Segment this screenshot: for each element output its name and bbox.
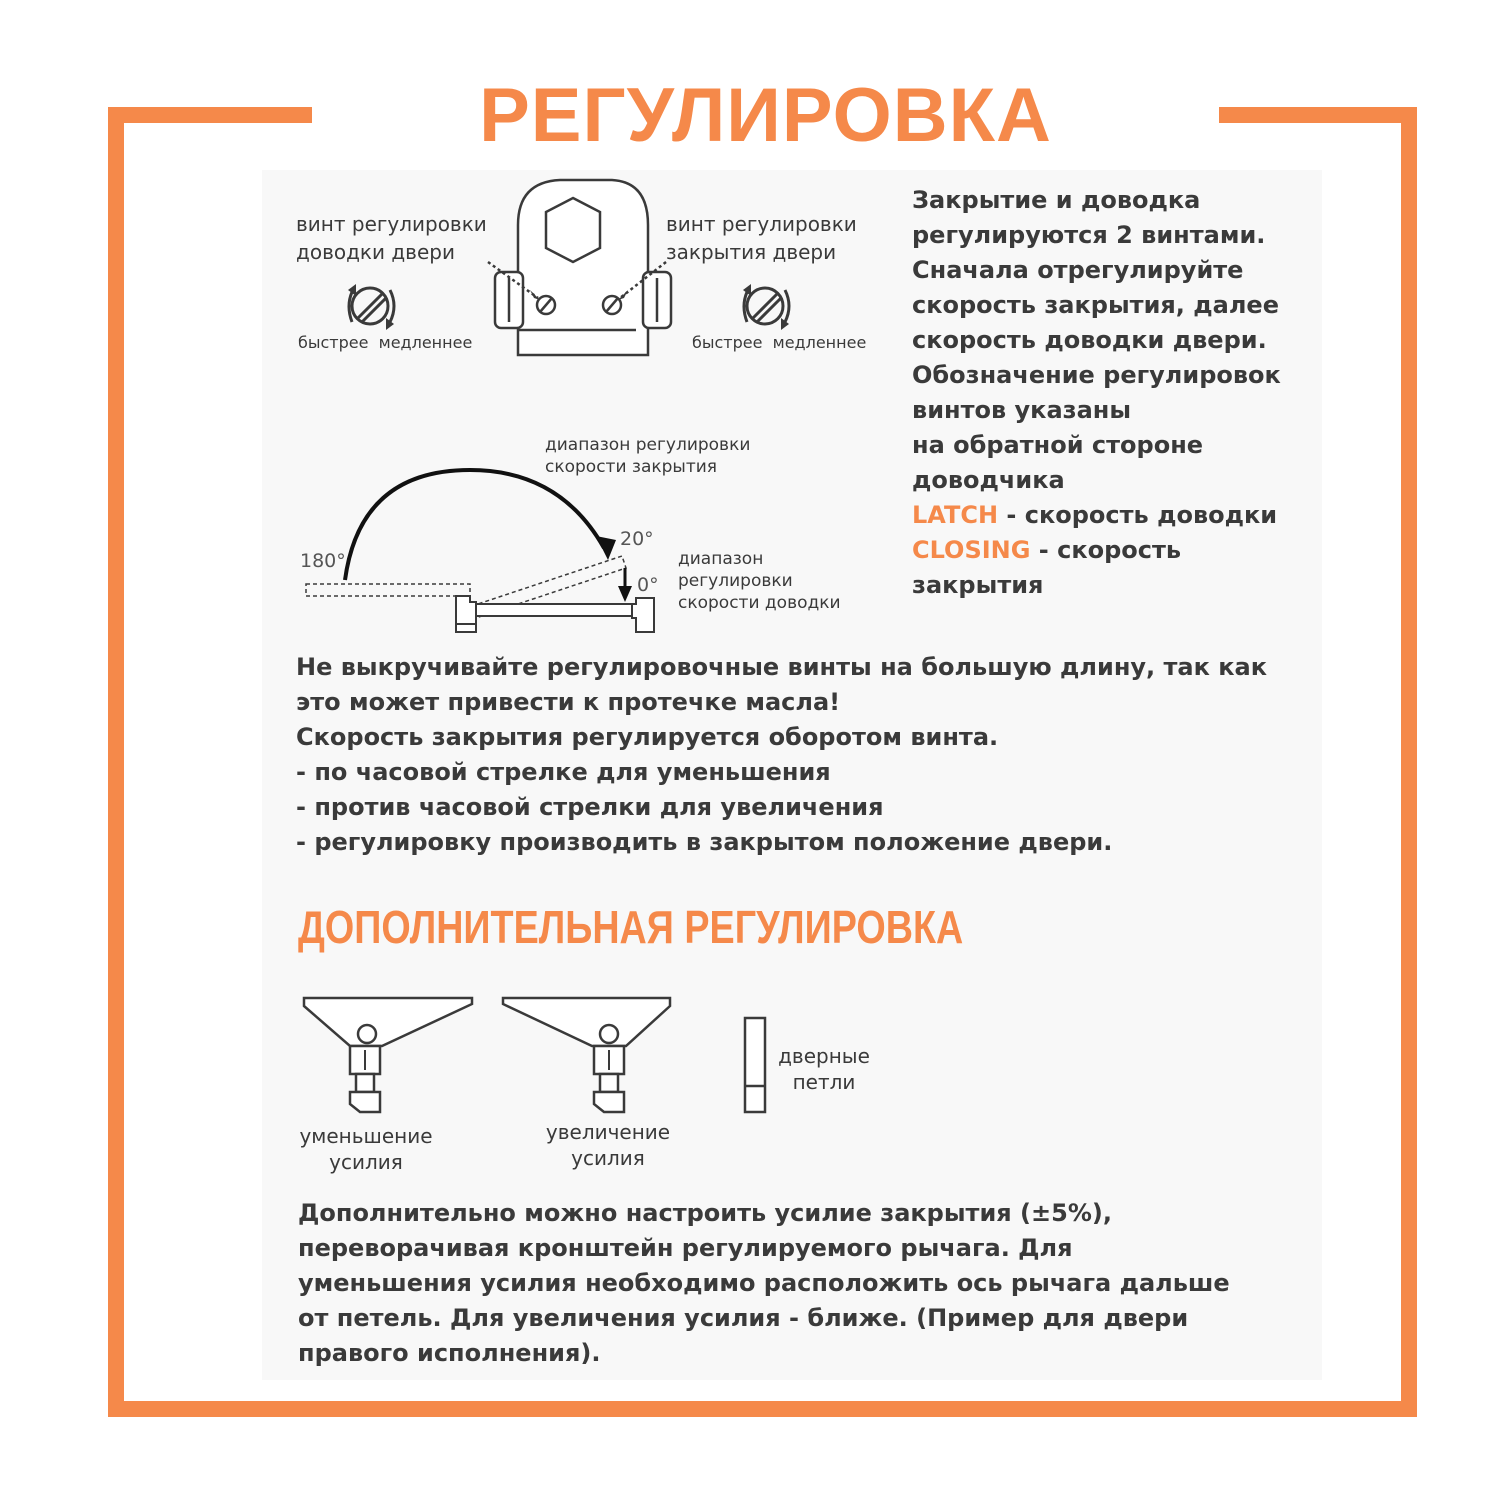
- warning-line: Скорость закрытия регулируется оборотом винта.: [296, 723, 999, 751]
- latch-text: - скорость доводки: [998, 501, 1278, 529]
- closing-line: [912, 533, 1312, 568]
- closing-line-2: закрытия: [912, 571, 1044, 599]
- warning-block: [296, 650, 1296, 860]
- description-line: доводчика: [912, 466, 1065, 494]
- warning-line: - регулировку производить в закрытом положение двери.: [296, 828, 1113, 856]
- extra-adjustment-title: ДОПОЛНИТЕЛЬНАЯ РЕГУЛИРОВКА: [298, 901, 964, 953]
- bottom-line: Дополнительно можно настроить усилие закрытия (±5%),: [298, 1199, 1112, 1227]
- increase-label-line2: усилия: [571, 1146, 645, 1170]
- closing-keyword: CLOSING: [912, 536, 1031, 564]
- description-line: на обратной стороне: [912, 431, 1204, 459]
- closing-range-label-line2: скорости закрытия: [545, 457, 718, 477]
- frame-left-border: [108, 107, 124, 1417]
- page-title: РЕГУЛИРОВКА: [479, 73, 1052, 158]
- decrease-label-line2: усилия: [329, 1150, 403, 1174]
- increase-label-line1: увеличение: [545, 1120, 671, 1144]
- left-direction-label: быстрее медленнее: [298, 333, 473, 352]
- frame-top-right-border: [1219, 107, 1417, 123]
- right-direction-label: быстрее медленнее: [692, 333, 867, 352]
- right-screw-label-line1: винт регулировки: [666, 212, 857, 236]
- decrease-label-line1: уменьшение: [299, 1124, 433, 1148]
- description-line: скорость закрытия, далее: [912, 291, 1279, 319]
- description-line: регулируются 2 винтами.: [912, 221, 1266, 249]
- bottom-line: уменьшения усилия необходимо расположить ось рычага дальше: [298, 1269, 1230, 1297]
- right-screw-label-line2: закрытия двери: [666, 240, 837, 264]
- angle-20-label: 20°: [620, 528, 654, 550]
- warning-line: это может привести к протечке масла!: [296, 688, 841, 716]
- frame-bottom-border: [108, 1401, 1417, 1417]
- angle-180-label: 180°: [300, 550, 346, 572]
- bottom-line: переворачивая кронштейн регулируемого рычага. Для: [298, 1234, 1073, 1262]
- angle-0-label: 0°: [637, 574, 659, 596]
- description-line: Обозначение регулировок: [912, 361, 1281, 389]
- description-line: Сначала отрегулируйте: [912, 256, 1244, 284]
- warning-line: Не выкручивайте регулировочные винты на большую длину, так как: [296, 653, 1268, 681]
- latch-range-label-line3: скорости доводки: [678, 593, 841, 613]
- bottom-line: правого исполнения).: [298, 1339, 601, 1367]
- description-line: Закрытие и доводка: [912, 186, 1201, 214]
- warning-line: - против часовой стрелки для увеличения: [296, 793, 884, 821]
- closing-range-label-line1: диапазон регулировки: [545, 435, 751, 455]
- closing-text: - скорость: [1030, 536, 1182, 564]
- description-line: винтов указаны: [912, 396, 1132, 424]
- left-screw-label-line2: доводки двери: [296, 240, 455, 264]
- hinges-label-line2: петли: [792, 1070, 856, 1094]
- warning-line: - по часовой стрелке для уменьшения: [296, 758, 831, 786]
- bottom-paragraph: [298, 1196, 1298, 1371]
- latch-range-label-line2: регулировки: [678, 571, 793, 591]
- description-block: [912, 183, 1312, 603]
- latch-line: [912, 498, 1312, 533]
- frame-right-border: [1401, 107, 1417, 1417]
- hinges-label-line1: дверные: [778, 1044, 870, 1068]
- description-line: скорость доводки двери.: [912, 326, 1267, 354]
- latch-keyword: LATCH: [912, 501, 999, 529]
- frame-top-left-border: [108, 107, 312, 123]
- left-screw-label-line1: винт регулировки: [296, 212, 487, 236]
- latch-range-label-line1: диапазон: [678, 549, 764, 569]
- bottom-line: от петель. Для увеличения усилия - ближе. (Пример для двери: [298, 1304, 1189, 1332]
